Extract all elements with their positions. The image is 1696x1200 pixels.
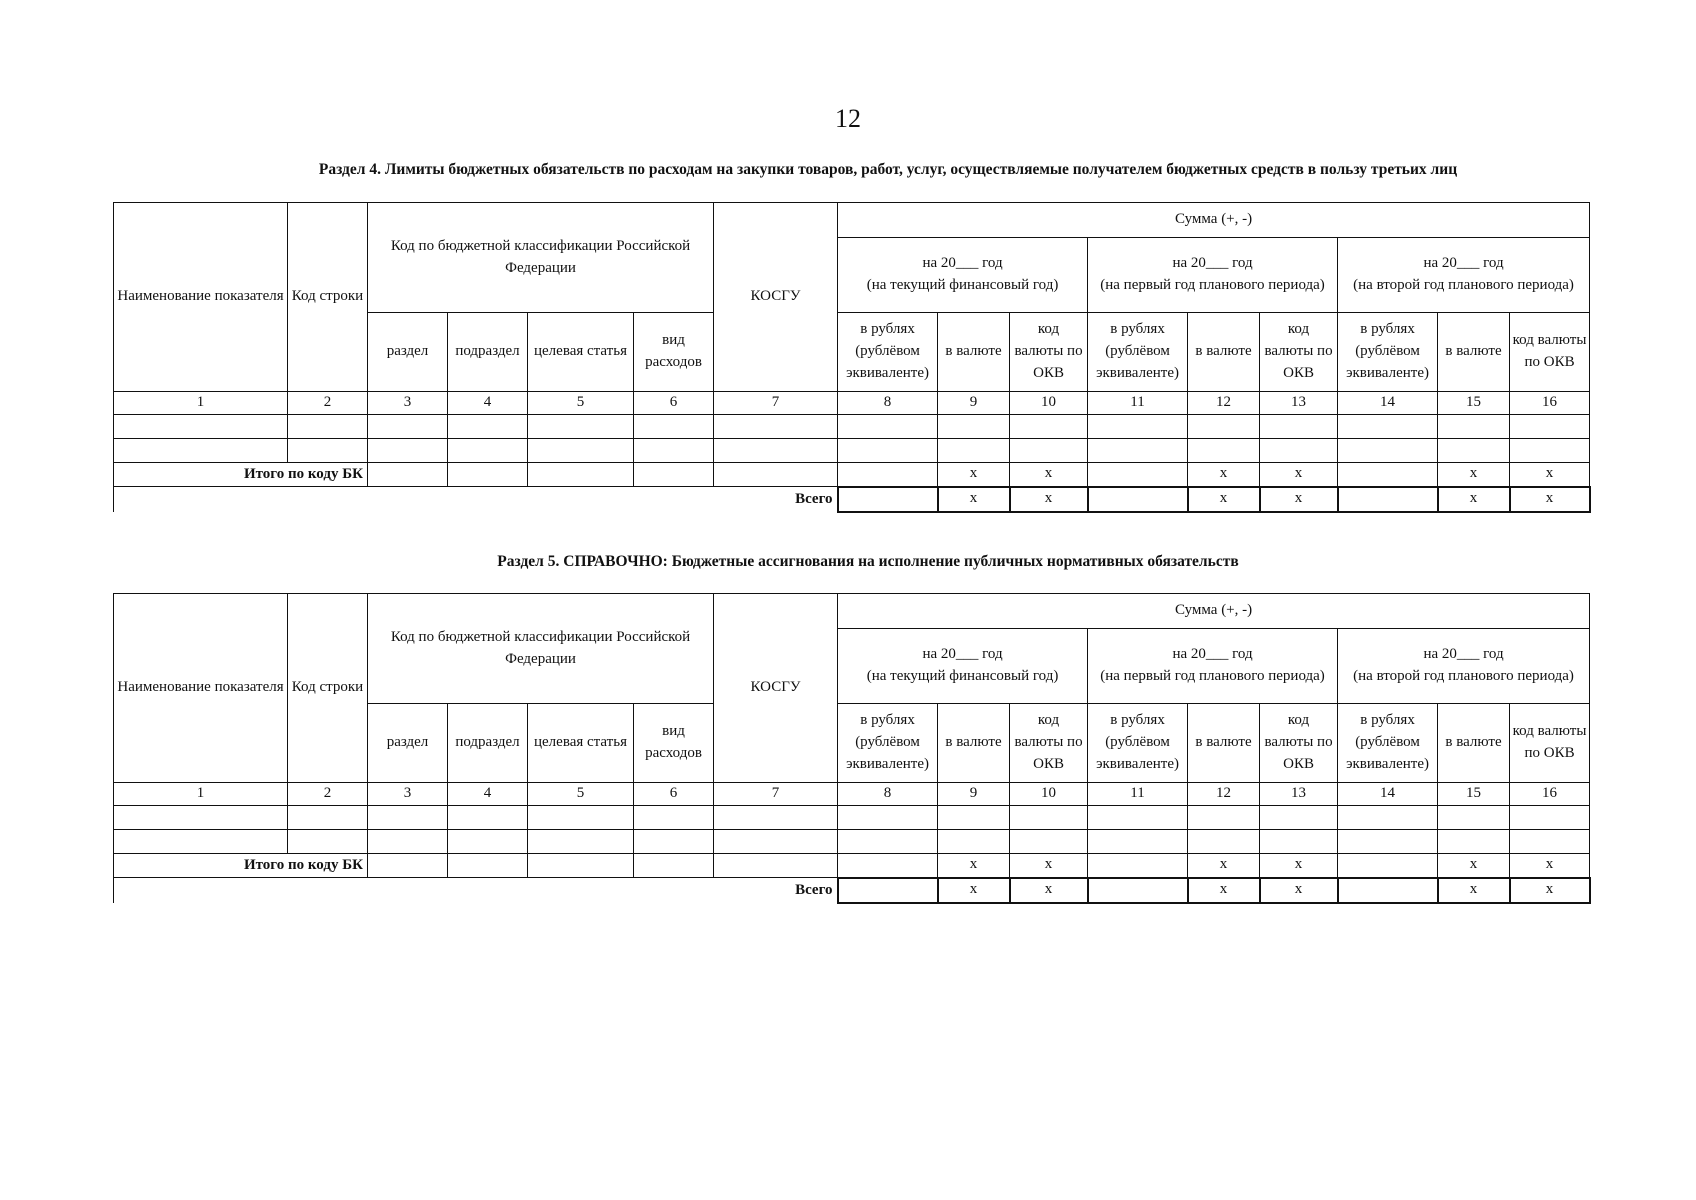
cell[interactable] [1188,829,1260,853]
x-mark: x [1510,878,1590,903]
cell[interactable] [1338,829,1438,853]
table-row [114,829,1590,853]
year-first-line2: (на первый год планового периода) [1100,277,1325,293]
header-year-first [1088,629,1338,704]
header-kod-val: код валюты по ОКВ [1510,704,1590,783]
vsego-label: Всего [795,881,833,898]
cell[interactable] [1438,414,1510,438]
header-kosgu: КОСГУ [714,594,838,783]
cell[interactable] [838,853,938,878]
cell[interactable] [634,805,714,829]
col-num: 14 [1338,392,1438,415]
col-num: 5 [528,392,634,415]
col-num: 12 [1188,783,1260,806]
vsego-row [114,878,1590,903]
year-current-line1: на 20___ год [922,255,1003,272]
header-podrazdel: подраздел [448,704,528,783]
cell[interactable] [1260,414,1338,438]
x-mark: x [1188,487,1260,512]
itogo-row [114,853,1590,878]
cell[interactable] [528,414,634,438]
year-current-line1: на 20___ год [922,646,1003,663]
cell[interactable] [368,438,448,462]
year-first-line2: (на первый год планового периода) [1100,668,1325,684]
cell[interactable] [288,829,368,853]
cell[interactable] [1338,414,1438,438]
cell[interactable] [1338,805,1438,829]
x-mark: x [1260,878,1338,903]
header-year-current [838,629,1088,704]
x-mark: x [1438,487,1510,512]
cell[interactable] [288,805,368,829]
header-name: Наименование показателя [114,594,288,783]
x-mark: x [938,878,1010,903]
col-num: 11 [1088,392,1188,415]
x-mark: x [938,853,1010,878]
x-mark: x [1010,487,1088,512]
table-row [114,438,1590,462]
cell[interactable] [528,438,634,462]
col-num: 10 [1010,392,1088,415]
cell[interactable] [714,462,838,487]
year-current-line2: (на текущий финансовый год) [866,277,1059,293]
header-bk: Код по бюджетной классификации Российской Федерации [368,594,714,704]
cell[interactable] [114,438,288,462]
cell[interactable] [838,414,938,438]
cell[interactable] [1010,829,1088,853]
col-num: 7 [714,392,838,415]
col-num: 13 [1260,392,1338,415]
header-code: Код строки [288,594,368,783]
cell[interactable] [1010,414,1088,438]
cell[interactable] [368,462,448,487]
col-num: 16 [1510,783,1590,806]
x-mark: x [1510,462,1590,487]
x-mark: x [1188,462,1260,487]
header-rub: в рублях (рублёвом эквиваленте) [1338,313,1438,392]
col-num: 6 [634,783,714,806]
col-num: 3 [368,392,448,415]
cell[interactable] [528,462,634,487]
cell[interactable] [1438,829,1510,853]
cell[interactable] [1088,487,1188,512]
col-num: 14 [1338,783,1438,806]
col-num: 4 [448,392,528,415]
cell[interactable] [288,414,368,438]
cell[interactable] [448,414,528,438]
itogo-label: Итого по коду БК [114,462,368,487]
cell[interactable] [838,829,938,853]
header-celevaya: целевая статья [528,313,634,392]
x-mark: x [1260,462,1338,487]
section-5-table [113,593,1591,904]
table-row [114,414,1590,438]
header-val: в валюте [1188,704,1260,783]
header-rub: в рублях (рублёвом эквиваленте) [1088,704,1188,783]
cell[interactable] [1338,462,1438,487]
header-kosgu: КОСГУ [714,203,838,392]
year-second-line2: (на второй год планового периода) [1353,668,1574,684]
table-row [114,805,1590,829]
cell[interactable] [1088,414,1188,438]
cell[interactable] [938,805,1010,829]
cell[interactable] [1338,878,1438,903]
header-year-first [1088,238,1338,313]
cell[interactable] [368,805,448,829]
col-num: 3 [368,783,448,806]
cell[interactable] [1088,438,1188,462]
itogo-label: Итого по коду БК [114,853,368,878]
x-mark: x [1438,853,1510,878]
x-mark: x [1438,462,1510,487]
page-number: 12 [835,104,861,133]
cell[interactable] [1438,805,1510,829]
cell[interactable] [1088,878,1188,903]
cell[interactable] [448,853,528,878]
col-num: 8 [838,783,938,806]
cell[interactable] [528,853,634,878]
header-vid: вид расходов [634,704,714,783]
col-num: 5 [528,783,634,806]
header-razdel: раздел [368,313,448,392]
x-mark: x [938,487,1010,512]
cell[interactable] [1510,829,1590,853]
header-rub: в рублях (рублёвом эквиваленте) [838,704,938,783]
vsego-row [114,487,1590,512]
cell[interactable] [448,438,528,462]
cell[interactable] [528,805,634,829]
cell[interactable] [1088,853,1188,878]
cell[interactable] [1088,462,1188,487]
cell[interactable] [634,414,714,438]
cell[interactable] [1510,414,1590,438]
cell[interactable] [634,462,714,487]
cell[interactable] [368,414,448,438]
cell[interactable] [714,805,838,829]
col-num: 11 [1088,783,1188,806]
cell[interactable] [838,438,938,462]
header-rub: в рублях (рублёвом эквиваленте) [1088,313,1188,392]
header-kod-val: код валюты по ОКВ [1010,313,1088,392]
header-kod-val: код валюты по ОКВ [1260,704,1338,783]
cell[interactable] [634,438,714,462]
cell[interactable] [714,438,838,462]
x-mark: x [1188,878,1260,903]
col-num: 15 [1438,783,1510,806]
year-second-line1: на 20___ год [1423,255,1504,272]
cell[interactable] [114,414,288,438]
itogo-row [114,462,1590,487]
cell[interactable] [714,853,838,878]
cell[interactable] [634,853,714,878]
col-num: 7 [714,783,838,806]
header-sum: Сумма (+, -) [838,203,1590,238]
year-first-line1: на 20___ год [1172,255,1253,272]
cell[interactable] [838,805,938,829]
cell[interactable] [1088,829,1188,853]
cell[interactable] [838,878,938,903]
cell[interactable] [634,829,714,853]
header-kod-val: код валюты по ОКВ [1010,704,1088,783]
cell[interactable] [1260,829,1338,853]
x-mark: x [1260,853,1338,878]
cell[interactable] [288,438,368,462]
col-num: 1 [114,392,288,415]
header-val: в валюте [1438,313,1510,392]
header-year-second [1338,238,1590,313]
col-num: 8 [838,392,938,415]
col-num: 2 [288,392,368,415]
cell[interactable] [1510,805,1590,829]
header-podrazdel: подраздел [448,313,528,392]
cell[interactable] [448,805,528,829]
year-first-line1: на 20___ год [1172,646,1253,663]
col-num: 16 [1510,392,1590,415]
header-kod-val: код валюты по ОКВ [1260,313,1338,392]
cell[interactable] [368,829,448,853]
header-razdel: раздел [368,704,448,783]
header-code: Код строки [288,203,368,392]
section-4-title: Раздел 4. Лимиты бюджетных обязательств по расходам на закупки товаров, работ, услуг, осуществляемые получателем бюджетных средств в пользу третьих лиц [318,161,1458,178]
cell[interactable] [714,414,838,438]
col-num: 4 [448,783,528,806]
header-celevaya: целевая статья [528,704,634,783]
cell[interactable] [938,438,1010,462]
col-num: 12 [1188,392,1260,415]
col-num: 6 [634,392,714,415]
col-num: 9 [938,783,1010,806]
cell[interactable] [1438,438,1510,462]
section-5-title: Раздел 5. СПРАВОЧНО: Бюджетные ассигнования на исполнение публичных нормативных обязательств [497,553,1239,570]
cell[interactable] [1338,487,1438,512]
cell[interactable] [1338,438,1438,462]
x-mark: x [1510,487,1590,512]
cell[interactable] [368,853,448,878]
header-val: в валюте [938,704,1010,783]
x-mark: x [1010,878,1088,903]
cell[interactable] [1010,805,1088,829]
cell[interactable] [1188,805,1260,829]
section-4-table [113,202,1591,513]
cell[interactable] [838,487,938,512]
column-number-row [114,392,1590,415]
cell[interactable] [838,462,938,487]
col-num: 10 [1010,783,1088,806]
x-mark: x [1188,853,1260,878]
header-val: в валюте [1438,704,1510,783]
x-mark: x [1438,878,1510,903]
column-number-row [114,783,1590,806]
header-sum: Сумма (+, -) [838,594,1590,629]
cell[interactable] [1338,853,1438,878]
cell[interactable] [528,829,634,853]
x-mark: x [1010,462,1088,487]
x-mark: x [1260,487,1338,512]
header-val: в валюте [1188,313,1260,392]
cell[interactable] [938,829,1010,853]
cell[interactable] [1188,438,1260,462]
cell[interactable] [448,829,528,853]
cell[interactable] [938,414,1010,438]
col-num: 9 [938,392,1010,415]
year-current-line2: (на текущий финансовый год) [866,668,1059,684]
col-num: 2 [288,783,368,806]
header-bk: Код по бюджетной классификации Российской Федерации [368,203,714,313]
col-num: 1 [114,783,288,806]
year-second-line2: (на второй год планового периода) [1353,277,1574,293]
cell[interactable] [1510,438,1590,462]
cell[interactable] [448,462,528,487]
cell[interactable] [1260,805,1338,829]
header-rub: в рублях (рублёвом эквиваленте) [838,313,938,392]
spacer [114,878,288,903]
spacer [114,487,288,512]
header-kod-val: код валюты по ОКВ [1510,313,1590,392]
year-second-line1: на 20___ год [1423,646,1504,663]
vsego-label: Всего [795,490,833,507]
col-num: 15 [1438,392,1510,415]
cell[interactable] [1088,805,1188,829]
col-num: 13 [1260,783,1338,806]
x-mark: x [1010,853,1088,878]
header-val: в валюте [938,313,1010,392]
x-mark: x [1510,853,1590,878]
cell[interactable] [1260,438,1338,462]
header-year-current [838,238,1088,313]
cell[interactable] [114,829,288,853]
cell[interactable] [714,829,838,853]
header-year-second [1338,629,1590,704]
cell[interactable] [1188,414,1260,438]
header-rub: в рублях (рублёвом эквиваленте) [1338,704,1438,783]
header-vid: вид расходов [634,313,714,392]
x-mark: x [938,462,1010,487]
cell[interactable] [114,805,288,829]
cell[interactable] [1010,438,1088,462]
header-name: Наименование показателя [114,203,288,392]
